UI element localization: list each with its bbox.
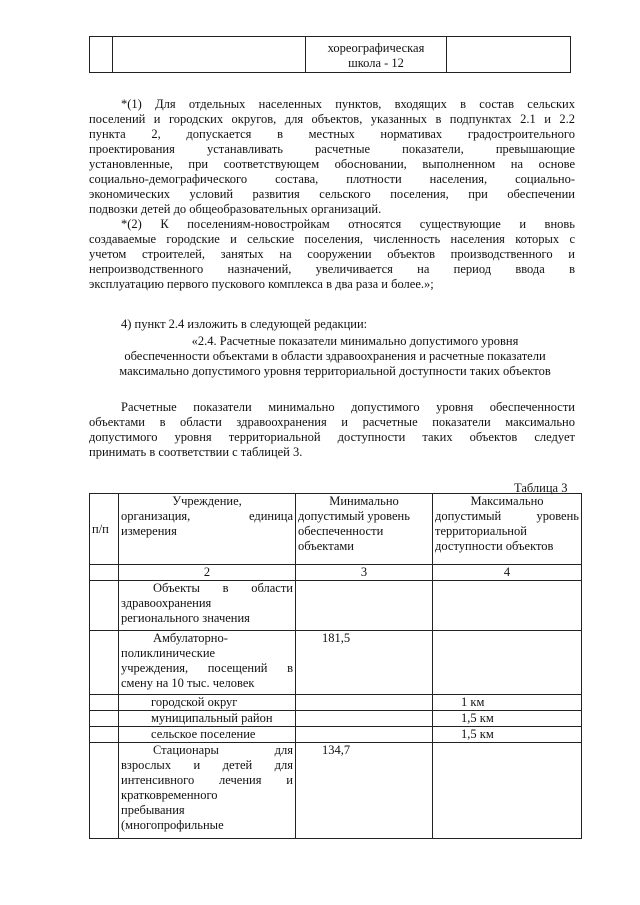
row-line: Объекты в области [153, 581, 293, 595]
row-num-cell [90, 581, 119, 631]
footnote-1-line: подвозки детей до общеобразовательных организаций. [89, 202, 382, 216]
item-4: 4) пункт 2.4 изложить в следующей редакции: [121, 317, 368, 331]
table-3 [89, 493, 582, 839]
header-line: Учреждение, [172, 494, 242, 508]
row-line: пребывания [121, 803, 185, 817]
header-line: объектами [298, 539, 354, 553]
table-row [90, 581, 582, 631]
footnote-1-line: пункта 2, допускается в местных нормативах градостроительного [89, 127, 575, 141]
row-value-cell: 181,5 [296, 631, 433, 695]
sub-min-cell [296, 695, 433, 711]
sub-min-cell [296, 711, 433, 727]
table-row [90, 631, 582, 695]
footnote-2-line: непроизводственного назначений, увеличивается на период ввода в [89, 262, 575, 276]
row-num-cell [90, 727, 119, 743]
row-name-cell [119, 743, 296, 839]
header-line: обеспеченности [298, 524, 384, 538]
footnote-1-line: поселений и городских округов, для объектов, указанных в подпунктах 2.1 и 2.2 [89, 112, 575, 126]
sub-max-cell: 1,5 км [433, 711, 582, 727]
row-line: (многопрофильные [121, 818, 224, 832]
footnote-2 [89, 217, 575, 292]
header-col-3 [296, 494, 433, 565]
heading-line: максимально допустимого уровня территориальной доступности таких объектов [119, 364, 551, 378]
table-number-row [90, 565, 582, 581]
para-line: принимать в соответствии с таблицей 3. [89, 445, 303, 459]
header-col-1 [90, 494, 119, 565]
top-cell-line1: хореографическая [327, 41, 425, 55]
footnote-2-line: учетом строителей, занятых на сооружении объектов производственного и [89, 247, 575, 261]
number-cell: 3 [296, 565, 433, 581]
top-cell-line2: школа - 12 [348, 56, 404, 70]
footnote-2-line: создаваемые городские и сельские поселения, численность населения которых с [89, 232, 575, 246]
row-value-cell [433, 743, 582, 839]
footnote-2-line: *(2) К поселениям-новостройкам относятся существующие и вновь [121, 217, 575, 231]
row-value-cell [433, 581, 582, 631]
row-num-cell [90, 743, 119, 839]
table-row [90, 695, 582, 711]
section-heading [89, 334, 581, 379]
top-cell-1 [90, 37, 113, 73]
header-line: территориальной [435, 524, 527, 538]
top-table [89, 36, 571, 73]
para-line: Расчетные показатели минимально допустимого уровня обеспеченности [121, 400, 575, 414]
header-line: измерения [121, 524, 177, 538]
sub-min-cell [296, 727, 433, 743]
body-paragraph [89, 400, 575, 460]
row-line: Амбулаторно- [153, 631, 228, 645]
top-cell-4 [447, 37, 571, 73]
row-line: смену на 10 тыс. человек [121, 676, 255, 690]
table-header-row [90, 494, 582, 565]
heading-line: обеспеченности объектами в области здравоохранения и расчетные показатели [124, 349, 546, 363]
heading-line: «2.4. Расчетные показатели минимально допустимого уровня [191, 334, 519, 348]
row-value-cell [433, 631, 582, 695]
footnote-2-line: эксплуатацию первого пускового комплекса в два раза и более.»; [89, 277, 434, 291]
number-cell [90, 565, 119, 581]
header-col-2 [119, 494, 296, 565]
footnote-1 [89, 97, 575, 217]
number-cell: 4 [433, 565, 582, 581]
header-col-4 [433, 494, 582, 565]
number-cell: 2 [119, 565, 296, 581]
table-row [90, 727, 582, 743]
row-line: учреждения, посещений в [121, 661, 293, 675]
sub-max-cell: 1,5 км [433, 727, 582, 743]
top-cell-3 [306, 37, 447, 73]
table-row [90, 743, 582, 839]
table-caption: Таблица 3 [514, 481, 568, 495]
row-num-cell [90, 711, 119, 727]
row-line: взрослых и детей для [121, 758, 293, 772]
row-name-cell [119, 581, 296, 631]
sub-name-cell: сельское поселение [119, 727, 296, 743]
footnote-1-line: *(1) Для отдельных населенных пунктов, входящих в состав сельских [121, 97, 575, 111]
row-line: интенсивного лечения и [121, 773, 293, 787]
row-num-cell [90, 631, 119, 695]
row-line: регионального значения [121, 611, 250, 625]
header-line: Максимально [470, 494, 544, 508]
footnote-1-line: экономических условий развития сельского поселения, при обеспечении [89, 187, 575, 201]
para-line: объектами в области здравоохранения и расчетные показатели максимально [89, 415, 575, 429]
row-num-cell [90, 695, 119, 711]
row-name-cell [119, 631, 296, 695]
para-line: допустимого уровня территориальной доступности таких объектов следует [89, 430, 575, 444]
sub-max-cell: 1 км [433, 695, 582, 711]
header-line: допустимый уровень [435, 509, 579, 523]
row-line: кратковременного [121, 788, 218, 802]
row-line: Стационары для [153, 743, 293, 757]
header-col-1-text: п/п [92, 521, 109, 536]
footnote-1-line: проектирования устанавливать расчетные показатели, превышающие [89, 142, 575, 156]
row-value-cell: 134,7 [296, 743, 433, 839]
sub-name-cell: городской округ [119, 695, 296, 711]
sub-name-cell: муниципальный район [119, 711, 296, 727]
top-cell-2 [113, 37, 306, 73]
header-line: организация, единица [121, 509, 293, 523]
header-line: допустимый уровень [298, 509, 410, 523]
row-value-cell [296, 581, 433, 631]
header-line: доступности объектов [435, 539, 554, 553]
row-line: поликлинические [121, 646, 216, 660]
table-row [90, 711, 582, 727]
row-line: здравоохранения [121, 596, 212, 610]
header-line: Минимально [329, 494, 399, 508]
footnote-1-line: установленные, при соответствующем обосновании, выполненном на основе [89, 157, 575, 171]
footnote-1-line: социально-демографического состава, плотности населения, социально- [89, 172, 575, 186]
